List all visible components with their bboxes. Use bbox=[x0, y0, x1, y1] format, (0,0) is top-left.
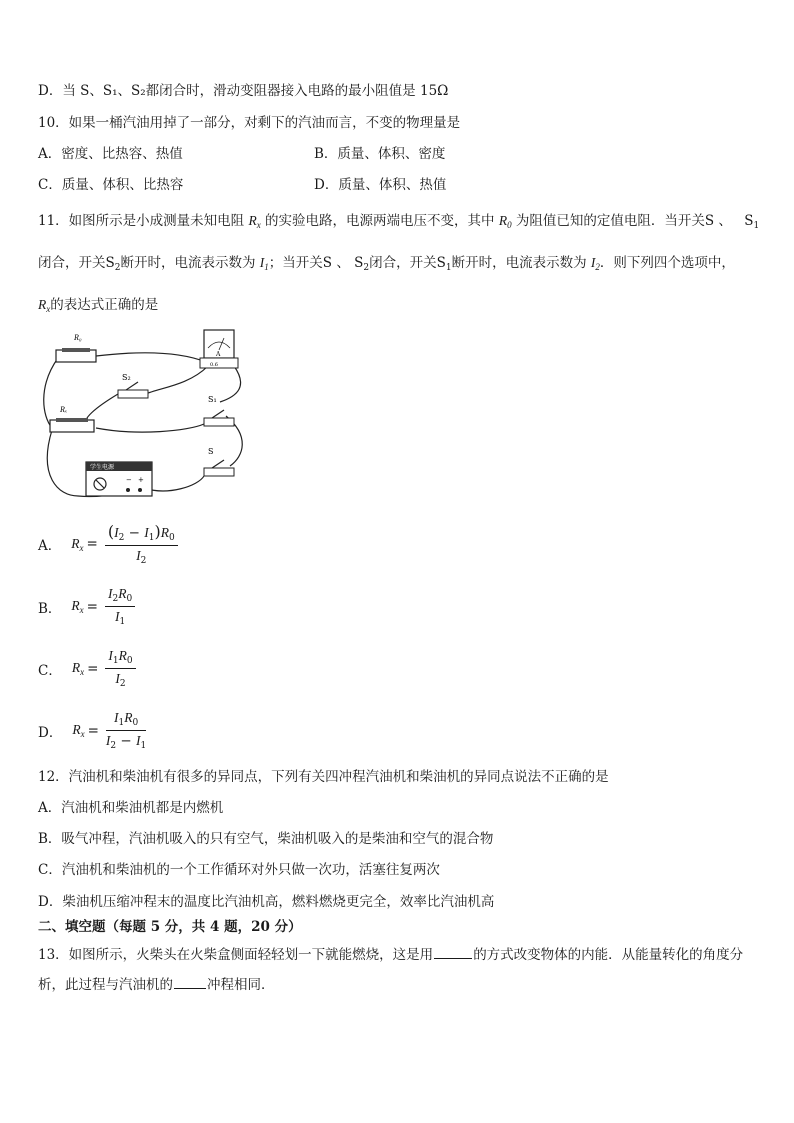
svg-text:学生电源: 学生电源 bbox=[90, 464, 115, 471]
power-supply bbox=[86, 462, 152, 496]
svg-text:S: S bbox=[208, 447, 214, 456]
svg-text:R₀: R₀ bbox=[74, 333, 82, 342]
q11-stem-line2: 闭合，开关$S_2$断开时，电流表示数为 $I_1$；当开关S 、 $S_2$闭合，开关$S_1$断开时，电流表示数为 $I_2$．则下列四个选项中， bbox=[38, 255, 735, 273]
blank-1[interactable] bbox=[434, 946, 472, 959]
resistor-rx bbox=[50, 405, 94, 432]
q12-option-a: A．汽油机和柴油机都是内燃机 bbox=[38, 800, 224, 816]
q12-stem: 12．汽油机和柴油机有很多的异同点，下列有关四冲程汽油机和柴油机的异同点说法不正确的是 bbox=[38, 769, 609, 785]
q10-option-d: D．质量、体积、热值 bbox=[314, 177, 447, 193]
svg-text:S₂: S₂ bbox=[122, 373, 131, 382]
svg-text:0.6: 0.6 bbox=[210, 362, 218, 368]
var-rx: $R_x$ bbox=[248, 213, 261, 230]
q11-option-b: B． $R_x$ = $\frac{I_2R_0}{I_1}$ bbox=[38, 586, 135, 627]
q9-option-d: D．当 S、S₁、S₂都闭合时，滑动变阻器接入电路的最小阻值是 15Ω bbox=[38, 83, 449, 99]
q12-option-b: B．吸气冲程，汽油机吸入的只有空气，柴油机吸入的是柴油和空气的混合物 bbox=[38, 831, 494, 847]
svg-text:+: + bbox=[138, 476, 144, 484]
q10-option-a: A．密度、比热容、热值 bbox=[38, 146, 183, 162]
resistor-r0 bbox=[56, 333, 96, 362]
q10-stem: 10．如果一桶汽油用掉了一部分，对剩下的汽油而言，不变的物理量是 bbox=[38, 115, 461, 131]
q10-option-b: B．质量、体积、密度 bbox=[314, 146, 446, 162]
q13-line1: 13．如图所示，火柴头在火柴盒侧面轻轻划一下就能燃烧，这是用 的方式改变物体的内能．从能量转化的角度分 bbox=[38, 947, 744, 963]
q10-option-c: C．质量、体积、比热容 bbox=[38, 177, 184, 193]
svg-text:−: − bbox=[126, 476, 132, 484]
q11-option-c: C． $R_x$ = $\frac{I_1R_0}{I_2}$ bbox=[38, 648, 136, 689]
q12-option-c: C．汽油机和柴油机的一个工作循环对外只做一次功，活塞往复两次 bbox=[38, 862, 440, 878]
q12-option-d: D．柴油机压缩冲程末的温度比汽油机高，燃料燃烧更完全，效率比汽油机高 bbox=[38, 894, 495, 910]
svg-text:A: A bbox=[216, 351, 221, 358]
q11-option-a: A． $R_x$ = $\frac{(I_2 - I_1)R_0}{I_2}$ bbox=[38, 522, 178, 566]
q11-stem-line3: $R_x$的表达式正确的是 bbox=[38, 297, 159, 314]
switch-s2 bbox=[118, 373, 148, 398]
q11-option-d: D． $R_x$ = $\frac{I_1R_0}{I_2 - I_1}$ bbox=[38, 710, 147, 751]
svg-text:S₁: S₁ bbox=[208, 395, 217, 404]
section-title: 二、填空题（每题 5 分，共 4 题，20 分） bbox=[38, 919, 302, 935]
q13-line2: 析，此过程与汽油机的 冲程相同． bbox=[38, 977, 275, 993]
switch-s1 bbox=[204, 395, 234, 426]
circuit-diagram bbox=[38, 326, 250, 506]
svg-text:Rₓ: Rₓ bbox=[60, 405, 68, 414]
blank-2[interactable] bbox=[174, 976, 206, 989]
switch-s bbox=[204, 447, 234, 476]
q11-stem-line1: 11．如图所示是小成测量未知电阻 $R_x$ 的实验电路，电源两端电压不变，其中 $R_0$ 为阻值已知的定值电阻．当开关S 、 $S_1$ bbox=[38, 213, 760, 231]
ammeter bbox=[200, 330, 238, 368]
var-r0: $R_0$ bbox=[498, 213, 512, 230]
